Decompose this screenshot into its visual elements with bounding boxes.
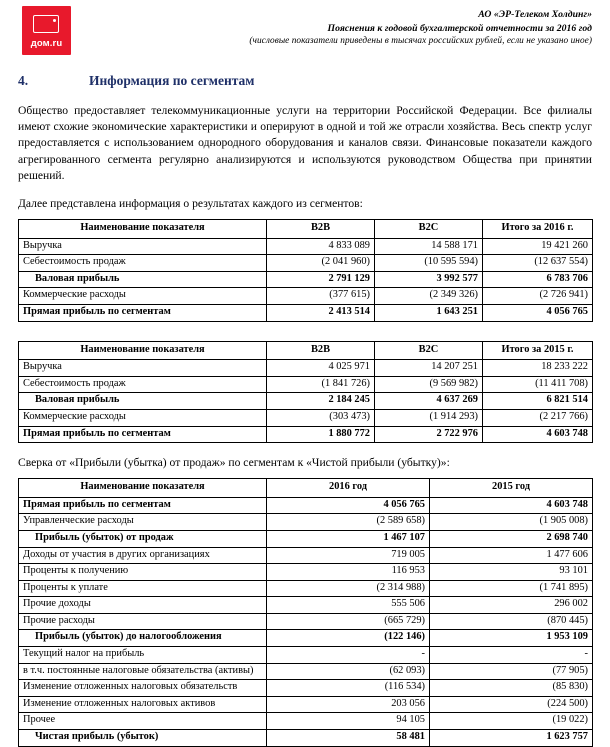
- tv-screen-icon: [33, 15, 59, 33]
- row-label: Проценты к получению: [19, 564, 267, 581]
- cell-2016: 203 056: [267, 696, 430, 713]
- reconciliation-table: [18, 478, 593, 747]
- cell-2015: (19 022): [430, 713, 593, 730]
- section-heading: [18, 73, 592, 89]
- table-row: [19, 409, 593, 426]
- cell-2016: 719 005: [267, 547, 430, 564]
- report-subtitle: Пояснения к годовой бухгалтерской отчетности за 2016 год: [327, 22, 592, 34]
- table-row: [19, 597, 593, 614]
- table-row: [19, 426, 593, 443]
- cell-2016: 58 481: [267, 730, 430, 747]
- table-row: [19, 580, 593, 597]
- column-header-b2c: B2C: [375, 341, 483, 360]
- cell-2016: (122 146): [267, 630, 430, 647]
- row-label: Прямая прибыль по сегментам: [19, 304, 267, 321]
- cell-2015: 296 002: [430, 597, 593, 614]
- row-label: Проценты к уплате: [19, 580, 267, 597]
- column-header-indicator: Наименование показателя: [19, 341, 267, 360]
- cell-2015: 4 603 748: [430, 497, 593, 514]
- cell-total: (2 217 766): [483, 409, 593, 426]
- cell-b2b: 4 025 971: [267, 360, 375, 377]
- cell-2016: -: [267, 647, 430, 664]
- table-header-row: [19, 220, 593, 239]
- table-row: [19, 288, 593, 305]
- table-row: [19, 696, 593, 713]
- row-label: Чистая прибыль (убыток): [19, 730, 267, 747]
- cell-b2b: (1 841 726): [267, 376, 375, 393]
- table-row: [19, 238, 593, 255]
- cell-b2b: 2 184 245: [267, 393, 375, 410]
- column-header-b2b: B2B: [267, 341, 375, 360]
- row-label: Валовая прибыль: [19, 393, 267, 410]
- cell-total: 18 233 222: [483, 360, 593, 377]
- row-label: Прибыль (убыток) до налогообложения: [19, 630, 267, 647]
- cell-total: 6 783 706: [483, 271, 593, 288]
- cell-b2c: 1 643 251: [375, 304, 483, 321]
- cell-2015: 1 477 606: [430, 547, 593, 564]
- cell-2016: (116 534): [267, 680, 430, 697]
- intro-paragraph: Общество предоставляет телекоммуникационные услуги на территории Российской Федерации. Все филиалы имеют схожие экономические характеристики и оперируют в одной и той же отрасли хозяйства. Весь спектр услуг предоставляется с использованием однородного оборудования и каналов связи. Финансовые показатели каждого агрегированного сегмента регулярно анализируются и используются руководством Общества при принятии решений.: [18, 104, 592, 182]
- row-label: Валовая прибыль: [19, 271, 267, 288]
- table-row: [19, 376, 593, 393]
- table-row: [19, 647, 593, 664]
- cell-2016: 4 056 765: [267, 497, 430, 514]
- cell-b2c: (2 349 326): [375, 288, 483, 305]
- row-label: Прочие доходы: [19, 597, 267, 614]
- table-row: [19, 514, 593, 531]
- cell-total: 6 821 514: [483, 393, 593, 410]
- cell-total: 4 603 748: [483, 426, 593, 443]
- cell-b2b: 1 880 772: [267, 426, 375, 443]
- cell-2015: -: [430, 647, 593, 664]
- row-label: Прибыль (убыток) от продаж: [19, 530, 267, 547]
- cell-b2b: 4 833 089: [267, 238, 375, 255]
- table-row: [19, 255, 593, 272]
- table-gap: [18, 322, 592, 334]
- table-row: [19, 564, 593, 581]
- row-label: Прямая прибыль по сегментам: [19, 497, 267, 514]
- cell-total: 19 421 260: [483, 238, 593, 255]
- column-header-total: Итого за 2016 г.: [483, 220, 593, 239]
- section-number: 4.: [18, 73, 29, 88]
- cell-b2c: 3 992 577: [375, 271, 483, 288]
- cell-2016: 116 953: [267, 564, 430, 581]
- cell-2016: (2 589 658): [267, 514, 430, 531]
- table-row: [19, 713, 593, 730]
- cell-b2c: 2 722 976: [375, 426, 483, 443]
- row-label: Доходы от участия в других организациях: [19, 547, 267, 564]
- table-row: [19, 663, 593, 680]
- cell-b2b: (2 041 960): [267, 255, 375, 272]
- row-label: Себестоимость продаж: [19, 376, 267, 393]
- column-header-indicator: Наименование показателя: [19, 220, 267, 239]
- cell-b2c: 14 207 251: [375, 360, 483, 377]
- row-label: Управленческие расходы: [19, 514, 267, 531]
- cell-2016: 555 506: [267, 597, 430, 614]
- document-header: [0, 0, 610, 55]
- document-body: [0, 73, 610, 747]
- cell-b2b: (303 473): [267, 409, 375, 426]
- cell-total: (2 726 941): [483, 288, 593, 305]
- cell-b2b: (377 615): [267, 288, 375, 305]
- column-header-indicator: Наименование показателя: [19, 479, 267, 498]
- row-label: Прочие расходы: [19, 613, 267, 630]
- table-row: [19, 730, 593, 747]
- row-label: Текущий налог на прибыль: [19, 647, 267, 664]
- segment-results-2016-table: [18, 219, 593, 322]
- row-label: Изменение отложенных налоговых обязательств: [19, 680, 267, 697]
- segment-results-2015-table: [18, 341, 593, 444]
- table-row: [19, 630, 593, 647]
- column-header-2016: 2016 год: [267, 479, 430, 498]
- cell-2015: 1 953 109: [430, 630, 593, 647]
- row-label: Себестоимость продаж: [19, 255, 267, 272]
- row-label: Прочее: [19, 713, 267, 730]
- cell-b2c: (9 569 982): [375, 376, 483, 393]
- table-header-row: [19, 341, 593, 360]
- cell-b2b: 2 791 129: [267, 271, 375, 288]
- row-label: Выручка: [19, 238, 267, 255]
- cell-b2c: (1 914 293): [375, 409, 483, 426]
- table-header-row: [19, 479, 593, 498]
- company-logo: [22, 6, 71, 55]
- cell-2015: 93 101: [430, 564, 593, 581]
- company-name: АО «ЭР-Телеком Холдинг»: [478, 9, 592, 20]
- logo-brand-text: дом.ru: [30, 38, 63, 49]
- cell-2015: (1 741 895): [430, 580, 593, 597]
- column-header-total: Итого за 2015 г.: [483, 341, 593, 360]
- cell-b2b: 2 413 514: [267, 304, 375, 321]
- header-title-block: [249, 6, 592, 49]
- cell-2015: (224 500): [430, 696, 593, 713]
- cell-b2c: (10 595 594): [375, 255, 483, 272]
- row-label: Прямая прибыль по сегментам: [19, 426, 267, 443]
- table-row: [19, 547, 593, 564]
- row-label: Изменение отложенных налоговых активов: [19, 696, 267, 713]
- table-row: [19, 613, 593, 630]
- table-row: [19, 680, 593, 697]
- units-note: (числовые показатели приведены в тысячах российских рублей, если не указано иное): [249, 36, 592, 46]
- cell-2015: 1 623 757: [430, 730, 593, 747]
- cell-total: 4 056 765: [483, 304, 593, 321]
- table-row: [19, 271, 593, 288]
- table-row: [19, 393, 593, 410]
- cell-2015: (85 830): [430, 680, 593, 697]
- column-header-b2b: B2B: [267, 220, 375, 239]
- cell-2016: 1 467 107: [267, 530, 430, 547]
- cell-2015: 2 698 740: [430, 530, 593, 547]
- table-row: [19, 360, 593, 377]
- cell-2016: (2 314 988): [267, 580, 430, 597]
- segments-lead-text: Далее представлена информация о результатах каждого из сегментов:: [18, 197, 363, 211]
- cell-total: (12 637 554): [483, 255, 593, 272]
- cell-2016: (665 729): [267, 613, 430, 630]
- cell-2015: (870 445): [430, 613, 593, 630]
- cell-2015: (77 905): [430, 663, 593, 680]
- cell-b2c: 4 637 269: [375, 393, 483, 410]
- column-header-2015: 2015 год: [430, 479, 593, 498]
- row-label: Коммерческие расходы: [19, 288, 267, 305]
- cell-b2c: 14 588 171: [375, 238, 483, 255]
- table-row: [19, 497, 593, 514]
- row-label: в т.ч. постоянные налоговые обязательства (активы): [19, 663, 267, 680]
- table-row: [19, 304, 593, 321]
- cell-2015: (1 905 008): [430, 514, 593, 531]
- table-row: [19, 530, 593, 547]
- reconciliation-lead-text: Сверка от «Прибыли (убытка) от продаж» по сегментам к «Чистой прибыли (убытку)»:: [18, 456, 450, 470]
- cell-2016: 94 105: [267, 713, 430, 730]
- row-label: Коммерческие расходы: [19, 409, 267, 426]
- cell-2016: (62 093): [267, 663, 430, 680]
- screen-indicator-dot: [53, 19, 56, 22]
- column-header-b2c: B2C: [375, 220, 483, 239]
- section-title: Информация по сегментам: [89, 73, 255, 88]
- cell-total: (11 411 708): [483, 376, 593, 393]
- row-label: Выручка: [19, 360, 267, 377]
